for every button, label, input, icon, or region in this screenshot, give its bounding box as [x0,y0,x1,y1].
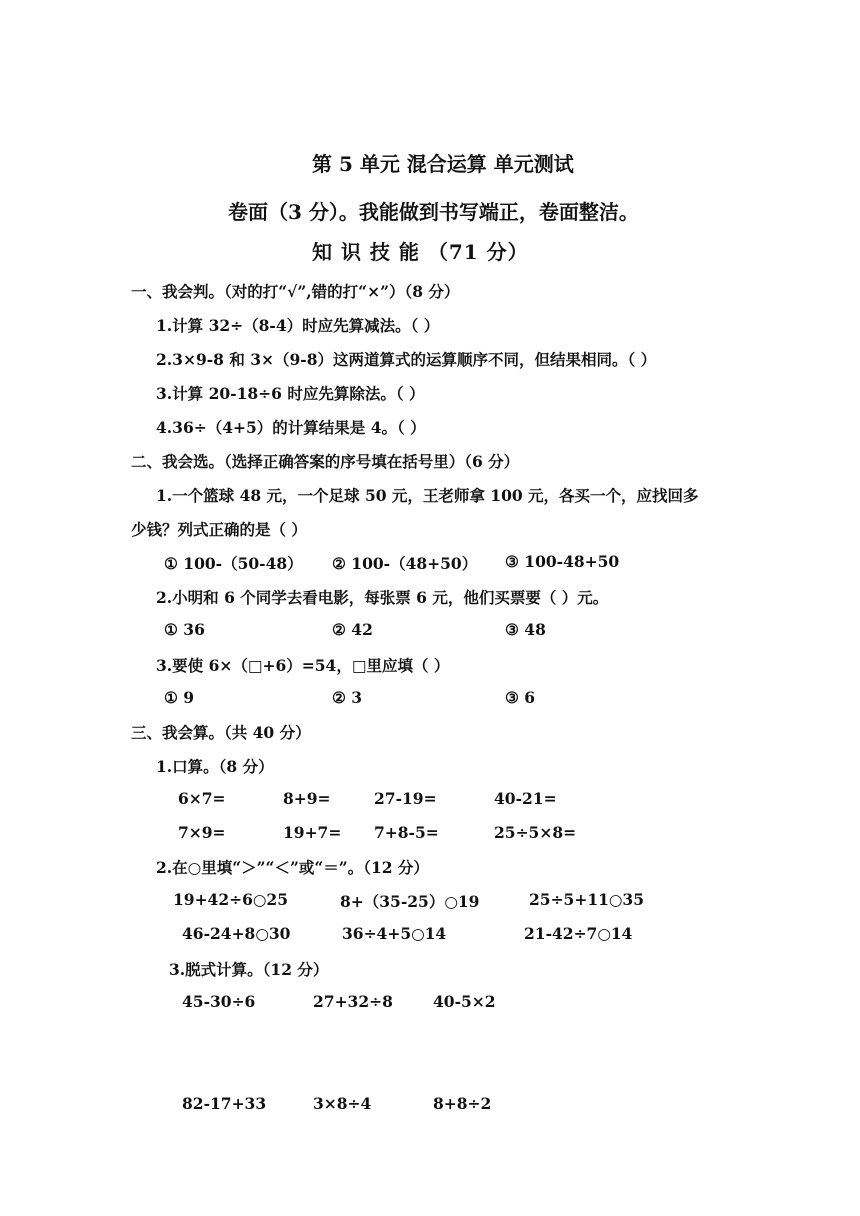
part2-heading: 二、我会选。（选择正确答案的序号填在括号里）（6 分） [131,452,520,471]
part2-q1-line1: 1.一个篮球 48 元，一个足球 50 元，王老师拿 100 元，各买一个，应找回多 [156,486,699,505]
oral-heading: 1.口算。（8 分） [156,757,274,776]
option: ① 36 [164,620,205,639]
option: ① 100-（50-48） [164,554,303,573]
step-heading: 3.脱式计算。（12 分） [169,960,329,979]
oral-problem: 7+8-5= [374,823,439,842]
oral-problem: 25÷5×8= [494,823,577,842]
part2-q1-line2: 少钱？列式正确的是（ ） [131,520,307,539]
compare-problem: 46-24+8○30 [182,924,291,943]
compare-problem: 25÷5+11○35 [529,890,644,909]
option: ② 100-（48+50） [332,554,478,573]
part1-item: 1.计算 32÷（8-4）时应先算减法。（ ） [156,316,440,335]
oral-problem: 8+9= [283,789,331,808]
option: ② 3 [332,688,363,707]
option: ① 9 [164,688,195,707]
part1-item: 4.36÷（4+5）的计算结果是 4。（ ） [156,418,426,437]
compare-problem: 19+42÷6○25 [173,890,288,909]
option: ③ 6 [505,688,536,707]
oral-problem: 7×9= [178,823,226,842]
part1-heading: 一、我会判。（对的打“√”,错的打“×”）（8 分） [131,282,460,301]
part1-item: 2.3×9-8 和 3×（9-8）这两道算式的运算顺序不同，但结果相同。（ ） [156,350,657,369]
step-problem: 40-5×2 [433,992,496,1011]
step-problem: 27+32÷8 [313,992,393,1011]
step-problem: 82-17+33 [182,1094,267,1113]
neatness-note: 卷面（3 分）。我能做到书写端正，卷面整洁。 [228,200,639,224]
compare-heading: 2.在○里填“＞”“＜”或“＝”。（12 分） [156,858,429,877]
oral-problem: 6×7= [178,789,226,808]
step-problem: 8+8÷2 [433,1094,492,1113]
part3-heading: 三、我会算。（共 40 分） [131,723,311,742]
compare-problem: 36÷4+5○14 [342,924,447,943]
part2-q3: 3.要使 6×（□+6）=54，□里应填（ ） [156,656,450,675]
compare-problem: 8+（35-25）○19 [340,892,480,911]
option: ③ 48 [505,620,546,639]
oral-problem: 27-19= [374,789,437,808]
oral-problem: 19+7= [283,823,342,842]
section-header: 知 识 技 能 （71 分） [312,240,529,264]
step-problem: 3×8÷4 [313,1094,372,1113]
test-title: 第 5 单元 混合运算 单元测试 [312,152,574,176]
compare-problem: 21-42÷7○14 [524,924,633,943]
part1-item: 3.计算 20-18÷6 时应先算除法。（ ） [156,384,425,403]
oral-problem: 40-21= [494,789,557,808]
step-problem: 45-30÷6 [182,992,256,1011]
option: ③ 100-48+50 [505,552,620,571]
option: ② 42 [332,620,373,639]
part2-q2: 2.小明和 6 个同学去看电影，每张票 6 元，他们买票要（ ）元。 [156,588,609,607]
